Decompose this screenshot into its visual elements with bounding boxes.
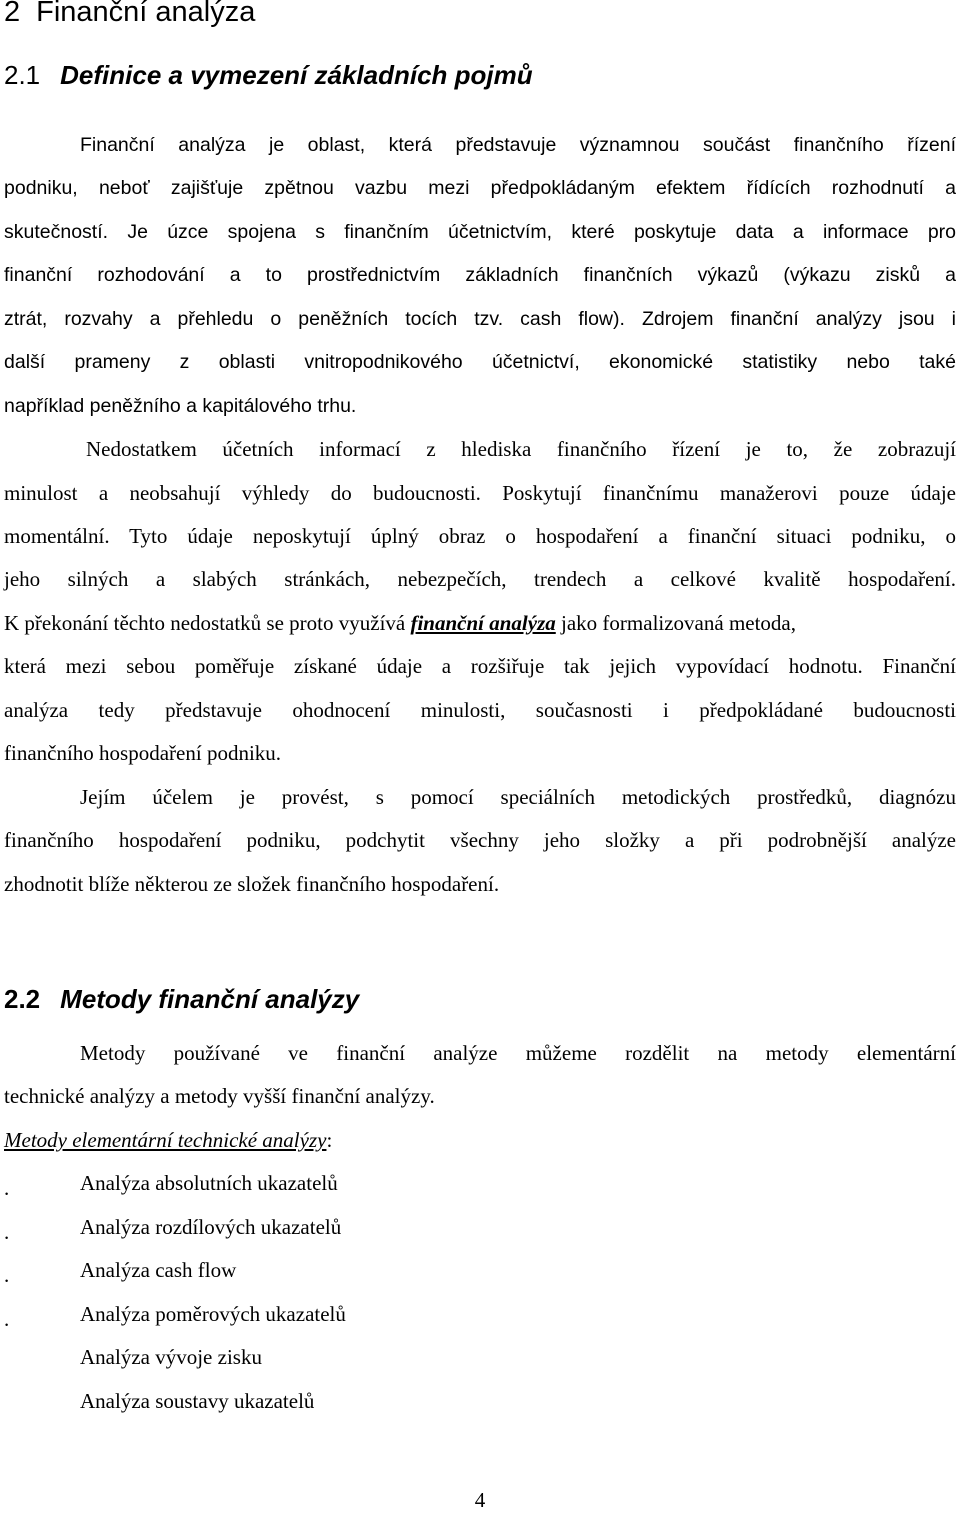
bullet-marker: . [4,1263,10,1287]
paragraph-line: Nedostatkem účetních informací z hlediska finančního řízení je to, že zobrazují [86,437,956,461]
paragraph-line: podniku, neboť zajišťuje zpětnou vazbu mezi předpokládaným efektem řídících rozhodnutí a [4,177,956,199]
paragraph-line: jeho silných a slabých stránkách, nebezpečích, trendech a celkové kvalitě hospodaření. [4,567,956,591]
paragraph-line: technické analýzy a metody vyšší finanční analýzy. [4,1084,435,1108]
paragraph-line: která mezi sebou poměřuje získané údaje a rozšiřuje tak jejich vypovídací hodnotu. Finanční [4,654,956,678]
paragraph-line: analýza tedy představuje ohodnocení minulosti, současnosti i předpokládané budoucnosti [4,698,956,722]
paragraph-line: minulost a neobsahují výhledy do budoucnosti. Poskytují finančnímu manažerovi pouze údaje [4,481,956,505]
section-number: 2.1 [4,60,41,90]
paragraph-line: Finanční analýza je oblast, která představuje významnou součást finančního řízení [80,134,956,156]
bullet-marker: . [4,1176,10,1200]
paragraph-line: další prameny z oblasti vnitropodnikového účetnictví, ekonomické statistiky nebo také [4,351,956,373]
paragraph-line: finančního hospodaření podniku. [4,741,282,765]
paragraph-line: Jejím účelem je provést, s pomocí speciálních metodických prostředků, diagnózu [80,785,956,809]
list-item: Analýza poměrových ukazatelů [80,1302,346,1326]
section-heading-2-1 [4,58,533,92]
page-number: 4 [474,1488,486,1512]
section-heading-2-2 [4,982,359,1016]
list-subheading: Metody elementární technické analýzy: [4,1128,333,1152]
section-title: Metody finanční analýzy [60,984,360,1014]
list-item: Analýza soustavy ukazatelů [80,1389,315,1413]
paragraph-line: Metody používané ve finanční analýze můžeme rozdělit na metody elementární [80,1041,956,1065]
paragraph-line: finančního hospodaření podniku, podchytit všechny jeho složky a při podrobnější analýze [4,828,956,852]
bullet-marker: . [4,1307,10,1331]
list-item: Analýza cash flow [80,1258,237,1282]
list-item: Analýza rozdílových ukazatelů [80,1215,342,1239]
emphasized-term: finanční analýza [410,611,556,635]
section-number: 2.2 [4,984,41,1014]
paragraph-line-mixed: skutečností. Je úzce spojena s finančním účetnictvím, které poskytuje data a informace pro [4,221,957,243]
section-title: Definice a vymezení základních pojmů [60,60,533,90]
paragraph-line-mixed: ztrát, rozvahy a přehledu o peněžních tocích tzv. cash flow). Zdrojem finanční analýzy jsou i [4,308,956,330]
paragraph-line-emphasis: K překonání těchto nedostatků se proto využívá finanční analýza jako formalizovaná metoda, [4,611,797,635]
paragraph-line: například peněžního a kapitálového trhu. [4,395,357,417]
paragraph-line: momentální. Tyto údaje neposkytují úplný obraz o hospodaření a finanční situaci podniku, o [4,524,956,548]
bullet-marker: . [4,1220,10,1244]
paragraph-line: zhodnotit blíže některou ze složek finančního hospodaření. [4,872,500,896]
chapter-title: Finanční analýza [36,0,256,28]
list-item: Analýza absolutních ukazatelů [80,1171,338,1195]
chapter-number: 2 [4,0,21,28]
paragraph-line: finanční rozhodování a to prostřednictvím základních finančních výkazů (výkazu zisků a [4,264,956,286]
list-item: Analýza vývoje zisku [80,1345,262,1369]
chapter-heading [4,0,255,32]
